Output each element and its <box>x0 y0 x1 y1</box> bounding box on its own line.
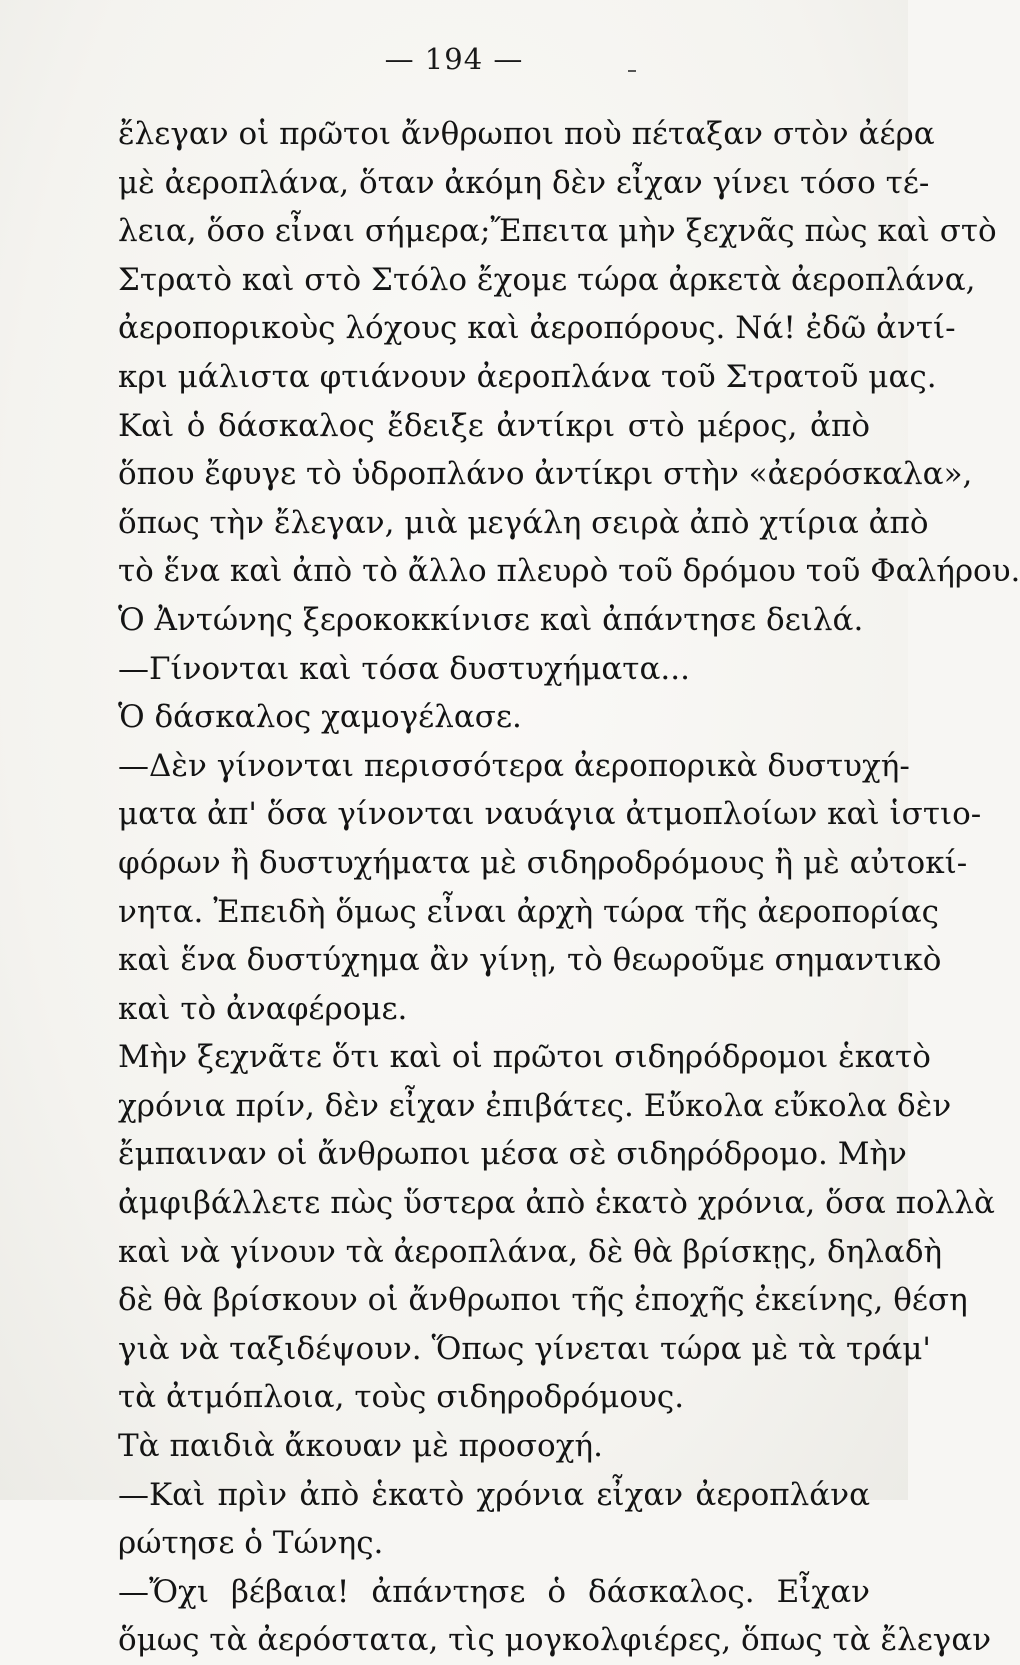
text-line: χρόνια πρίν, δὲν εἶχαν ἐπιβάτες. Εὔκολα εὔκολα δὲν <box>118 1087 952 1124</box>
text-line: ματα ἀπ' ὅσα γίνονται ναυάγια ἀτμοπλοίων καὶ ἱστιο- <box>118 796 982 833</box>
page-number: — 194 — <box>384 42 524 76</box>
text-line: γιὰ νὰ ταξιδέψουν. Ὅπως γίνεται τώρα μὲ τὰ τράμ' <box>118 1330 931 1367</box>
text-line: νητα. Ἐπειδὴ ὅμως εἶναι ἀρχὴ τώρα τῆς ἀεροπορίας <box>118 893 939 930</box>
text-line: ὅπου ἔφυγε τὸ ὑδροπλάνο ἀντίκρι στὴν «ἀερόσκαλα», <box>118 456 973 493</box>
text-line: Στρατὸ καὶ στὸ Στόλο ἔχομε τώρα ἀρκετὰ ἀεροπλάνα, <box>118 261 976 298</box>
text-line: —Ὄχι βέβαια! ἀπάντησε ὁ δάσκαλος. Εἶχαν <box>118 1573 870 1610</box>
text-line: φόρων ἢ δυστυχήματα μὲ σιδηροδρόμους ἢ μὲ αὐτοκί- <box>118 844 968 881</box>
text-line: τὰ ἀτμόπλοια, τοὺς σιδηροδρόμους. <box>118 1379 685 1416</box>
text-line: καὶ τὸ ἀναφέρομε. <box>118 990 408 1027</box>
text-line: ὅμως τὰ ἀερόστατα, τὶς μογκολφιέρες, ὅπως τὰ ἔλεγαν <box>118 1622 992 1659</box>
print-mark <box>628 70 636 72</box>
body-text <box>118 110 1020 1665</box>
text-line: δὲ θὰ βρίσκουν οἱ ἄνθρωποι τῆς ἐποχῆς ἐκείνης, θέση <box>118 1282 968 1319</box>
text-line: ὅπως τὴν ἔλεγαν, μιὰ μεγάλη σειρὰ ἀπὸ χτίρια ἀπὸ <box>118 504 929 541</box>
text-line: ἔλεγαν οἱ πρῶτοι ἄνθρωποι ποὺ πέταξαν στὸν ἀέρα <box>118 116 935 152</box>
text-line: —Καὶ πρὶν ἀπὸ ἑκατὸ χρόνια εἶχαν ἀεροπλάνα <box>118 1476 870 1513</box>
text-line: μὲ ἀεροπλάνα, ὅταν ἀκόμη δὲν εἶχαν γίνει τόσο τέ- <box>118 164 930 201</box>
text-line: Μὴν ξεχνᾶτε ὅτι καὶ οἱ πρῶτοι σιδηρόδρομοι ἑκατὸ <box>118 1039 931 1076</box>
text-line: κρι μάλιστα φτιάνουν ἀεροπλάνα τοῦ Στρατοῦ μας. <box>118 358 937 395</box>
text-line: —Γίνονται καὶ τόσα δυστυχήματα... <box>118 650 690 687</box>
text-line: Ὁ δάσκαλος χαμογέλασε. <box>118 699 522 736</box>
text-line: καὶ ἕνα δυστύχημα ἂν γίνῃ, τὸ θεωροῦμε σημαντικὸ <box>118 942 942 979</box>
text-line: Καὶ ὁ δάσκαλος ἔδειξε ἀντίκρι στὸ μέρος, ἀπὸ <box>118 407 870 444</box>
text-line: καὶ νὰ γίνουν τὰ ἀεροπλάνα, δὲ θὰ βρίσκῃς, δηλαδὴ <box>118 1233 943 1270</box>
text-line: λεια, ὅσο εἶναι σήμερα;Ἔπειτα μὴν ξεχνᾶς πὼς καὶ στὸ <box>118 213 997 250</box>
text-line: ἔμπαιναν οἱ ἄνθρωποι μέσα σὲ σιδηρόδρομο. Μὴν <box>118 1136 907 1173</box>
text-line: ἀεροπορικοὺς λόχους καὶ ἀεροπόρους. Νά! ἐδῶ ἀντί- <box>118 310 956 347</box>
text-line: Τὰ παιδιὰ ἄκουαν μὲ προσοχή. <box>118 1428 603 1465</box>
text-line: —Δὲν γίνονται περισσότερα ἀεροπορικὰ δυστυχή- <box>118 747 910 784</box>
text-line: ἀμφιβάλλετε πὼς ὕστερα ἀπὸ ἑκατὸ χρόνια, ὅσα πολλὰ <box>118 1185 995 1222</box>
text-line: Ὁ Ἀντώνης ξεροκοκκίνισε καὶ ἀπάντησε δειλά. <box>118 601 864 638</box>
text-line: ρώτησε ὁ Τώνης. <box>118 1525 384 1562</box>
text-line: τὸ ἕνα καὶ ἀπὸ τὸ ἄλλο πλευρὸ τοῦ δρόμου τοῦ Φαλήρου. <box>118 553 1020 590</box>
